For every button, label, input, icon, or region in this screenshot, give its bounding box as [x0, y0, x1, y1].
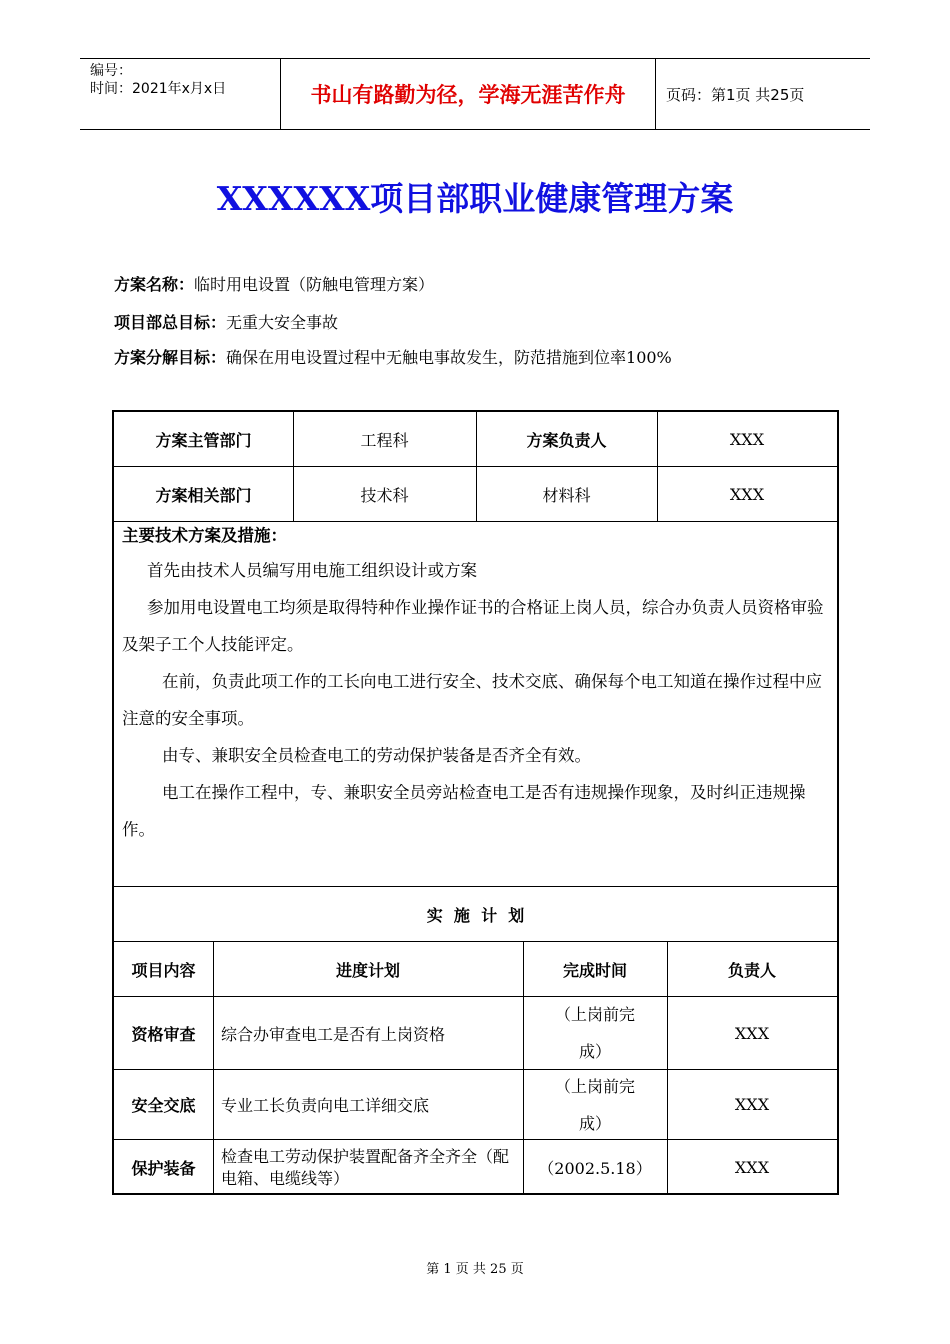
- header-page-info: 页码：第1页 共25页: [666, 85, 805, 104]
- time-label: 时间：2021年x月x日: [90, 81, 227, 97]
- page-footer: 第 1 页 共 25 页: [426, 1262, 524, 1277]
- owner-header: 方案负责人: [526, 430, 607, 450]
- plan-row-owner: XXX: [734, 1158, 770, 1177]
- measure-paragraph: 由专、兼职安全员检查电工的劳动保护装备是否齐全有效。: [162, 746, 591, 765]
- number-label: 编号：: [90, 63, 132, 79]
- plan-header-owner: 负责人: [727, 960, 776, 980]
- dept-related-value: 技术科: [360, 485, 409, 505]
- measure-paragraph: 在前，负责此项工作的工长向电工进行安全、技术交底、确保每个电工知道在操作过程中应注意的安全事项。: [122, 672, 822, 728]
- measure-paragraph: 首先由技术人员编写用电施工组织设计或方案: [147, 561, 477, 580]
- plan-row-time: （上岗前完成）: [554, 1005, 635, 1061]
- meta-label: 方案名称：: [114, 275, 195, 294]
- meta-label: 方案分解目标：: [114, 348, 227, 367]
- owner-value: XXX: [729, 429, 765, 449]
- plan-header-progress: 进度计划: [335, 960, 400, 980]
- meta-plan-name: [114, 272, 434, 295]
- meta-value: 无重大安全事故: [226, 313, 339, 332]
- page-header: [80, 58, 870, 130]
- plan-row-owner: XXX: [734, 1023, 770, 1043]
- plan-row-progress: 专业工长负责向电工详细交底: [221, 1096, 430, 1115]
- dept-main-value: 工程科: [360, 430, 409, 450]
- measure-paragraph: 电工在操作工程中，专、兼职安全员旁站检查电工是否有违规操作现象，及时纠正违规操作。: [122, 783, 806, 839]
- meta-label: 项目部总目标：: [114, 313, 227, 332]
- measures-section: [122, 526, 834, 848]
- document-title: XXXXXX项目部职业健康管理方案: [216, 179, 734, 218]
- plan-title: 实 施 计 划: [426, 905, 525, 925]
- plan-row-owner: XXX: [734, 1095, 770, 1114]
- measures-title: 主要技术方案及措施：: [122, 526, 287, 545]
- plan-header-item: 项目内容: [131, 960, 196, 980]
- plan-row-time: （上岗前完成）: [554, 1076, 635, 1133]
- plan-row-progress: 综合办审查电工是否有上岗资格: [221, 1024, 446, 1044]
- meta-value: 临时用电设置（防触电管理方案）: [194, 275, 435, 294]
- dept-related-owner: XXX: [729, 484, 765, 504]
- meta-sub-goal: [114, 345, 672, 368]
- plan-row-progress: 检查电工劳动保护装置配备齐全齐全（配电箱、电缆线等）: [221, 1146, 510, 1188]
- header-left: [80, 59, 280, 129]
- plan-row-time: （2002.5.18）: [538, 1159, 652, 1178]
- plan-row-item: 安全交底: [131, 1096, 196, 1115]
- dept-related-value-2: 材料科: [542, 485, 591, 505]
- meta-value: 确保在用电设置过程中无触电事故发生，防范措施到位率100%: [226, 348, 672, 367]
- header-motto: 书山有路勤为径，学海无涯苦作舟: [280, 59, 656, 129]
- meta-overall-goal: [114, 310, 338, 333]
- dept-main-header: 方案主管部门: [155, 430, 252, 450]
- plan-row-item: 资格审查: [131, 1024, 196, 1044]
- dept-related-header: 方案相关部门: [155, 485, 252, 505]
- plan-table: [112, 410, 839, 1195]
- measure-paragraph: 参加用电设置电工均须是取得特种作业操作证书的合格证上岗人员，综合办负责人员资格审验及架子工个人技能评定。: [122, 598, 824, 654]
- plan-row-item: 保护装备: [131, 1159, 196, 1178]
- plan-header-time: 完成时间: [562, 960, 627, 980]
